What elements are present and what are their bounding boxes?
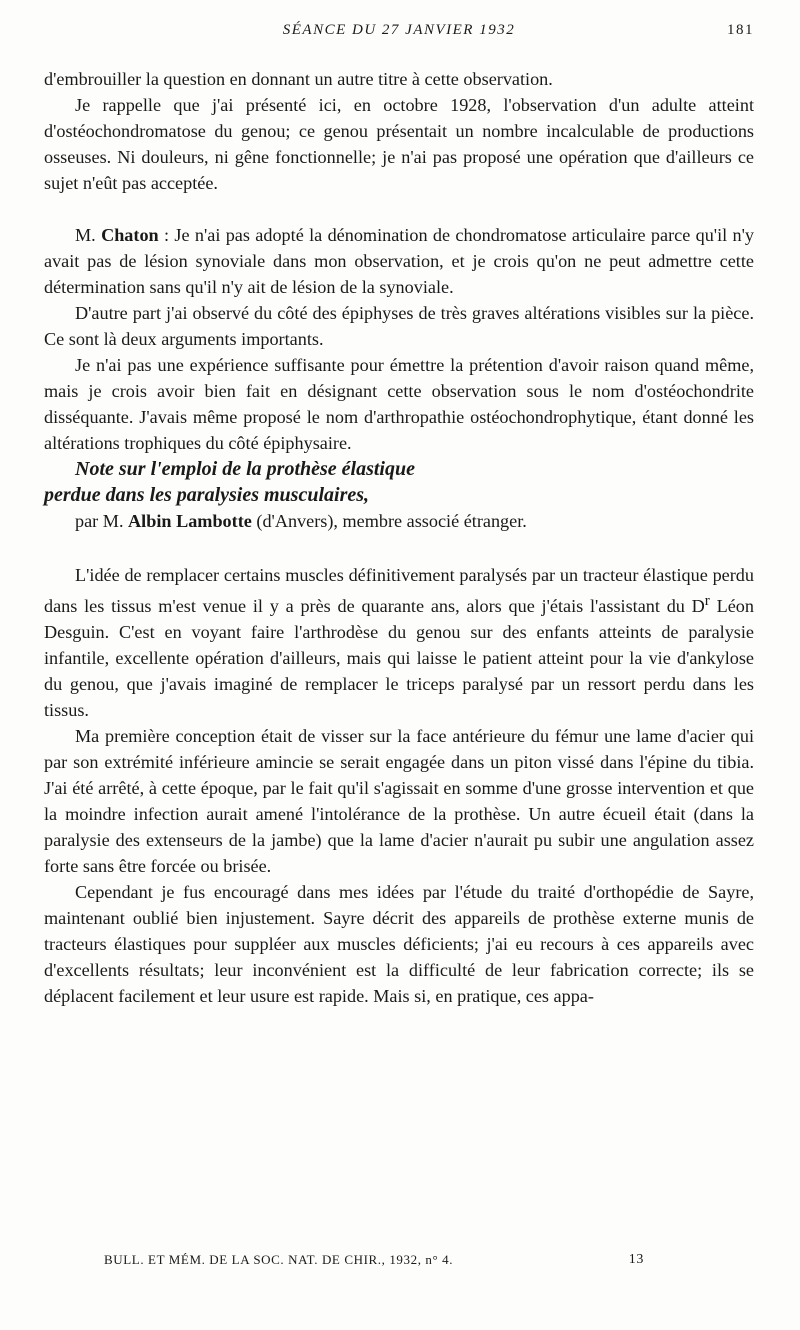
- author-name: Albin Lambotte: [128, 511, 252, 531]
- paragraph: [44, 562, 754, 723]
- paragraph-text: Ma première conception était de visser sur la face antérieure du fémur une lame d'acier qui par son extrémité inférieure amincie se serait engagée dans un piton vissé dans l'épine du tibia. J'ai été arrêté, à cette époque, par le fait qu'il s'agissait en somme d'une grosse intervention et que la moindre infection aurait amené l'intolérance de la prothèse. Un autre écueil était (dans la paralysie des extenseurs de la jambe) que la lame d'acier n'aurait pu subir une angulation assez forte sans être forcée ou brisée.: [44, 726, 754, 877]
- running-title: SÉANCE DU 27 JANVIER 1932: [282, 22, 516, 38]
- signature-mark: 13: [628, 1252, 644, 1267]
- byline-prefix: par M.: [75, 511, 129, 531]
- paragraph-speaker: [44, 222, 754, 300]
- byline: [44, 508, 754, 534]
- speaker-name: Chaton: [101, 225, 159, 245]
- byline-suffix: (d'Anvers), membre associé étranger.: [251, 511, 527, 531]
- paragraph: [44, 723, 754, 879]
- paragraph-text: : Je n'ai pas adopté la dénomination de chondromatose articulaire parce qu'il n'y avait pas de lésion synoviale dans mon observation, et je crois qu'on ne peut admettre cette détermination sans qu'il n'y ait de lésion de la synoviale.: [44, 225, 754, 297]
- paragraph: [44, 92, 754, 196]
- paragraph-text: D'autre part j'ai observé du côté des épiphyses de très graves altérations visibles sur la pièce. Ce sont là deux arguments importants.: [44, 303, 754, 349]
- page-footer: [104, 1252, 644, 1272]
- note-title-line2: perdue dans les paralysies musculaires,: [44, 484, 370, 506]
- paragraph: [44, 300, 754, 352]
- journal-citation: BULL. ET MÉM. DE LA SOC. NAT. DE CHIR., 1932, n° 4.: [104, 1252, 454, 1267]
- paragraph-text: Léon Desguin. C'est en voyant faire l'arthrodèse du genou sur des enfants atteints de paralysie infantile, excellente opération d'ailleurs, mais qui laisse le patient atteint pour la vie d'ankylose du genou, que j'avais imaginé de remplacer le triceps paralysé par un ressort perdu dans les tissus.: [44, 596, 754, 721]
- paragraph-continuation: [44, 66, 754, 92]
- paragraph-text: Je n'ai pas une expérience suffisante pour émettre la prétention d'avoir raison quand même, mais je crois avoir bien fait en désignant cette observation sous le nom d'ostéochondrite disséquante. J'avais même proposé le nom d'arthropathie ostéochondrophytique, étant donné les altérations trophiques du côté épiphysaire.: [44, 355, 754, 453]
- page-body: [44, 66, 754, 1009]
- note-title-line1: Note sur l'emploi de la prothèse élastique: [75, 458, 415, 480]
- paragraph: [44, 879, 754, 1009]
- paragraph-text: d'embrouiller la question en donnant un autre titre à cette observation.: [44, 69, 553, 89]
- paragraph-text: Je rappelle que j'ai présenté ici, en octobre 1928, l'observation d'un adulte atteint d'ostéochondromatose du genou; ce genou présentait un nombre incalculable de productions osseuses. Ni douleurs, ni gêne fonctionnelle; je n'ai pas proposé une opération que d'ailleurs ce sujet n'eût pas acceptée.: [44, 95, 754, 193]
- paragraph-text: L'idée de remplacer certains muscles définitivement paralysés par un tracteur élastique perdu dans les tissus m'est venue il y a près de quarante ans, alors que j'étais l'assistant du D: [44, 565, 754, 617]
- speaker-prefix: M.: [75, 225, 102, 245]
- running-header: [44, 22, 754, 42]
- paragraph-text: Cependant je fus encouragé dans mes idées par l'étude du traité d'orthopédie de Sayre, maintenant oublié bien injustement. Sayre décrit des appareils de prothèse externe munis de tracteurs élastiques pour suppléer aux muscles déficients; j'ai eu recours à ces appareils avec d'excellents résultats; leur inconvénient est la difficulté de leur fabrication correcte; ils se déplacent facilement et leur usure est rapide. Mais si, en pratique, ces appa-: [44, 882, 754, 1007]
- paragraph: [44, 352, 754, 456]
- page-number: 181: [727, 22, 754, 38]
- note-title: [44, 456, 754, 508]
- superscript: r: [704, 592, 710, 609]
